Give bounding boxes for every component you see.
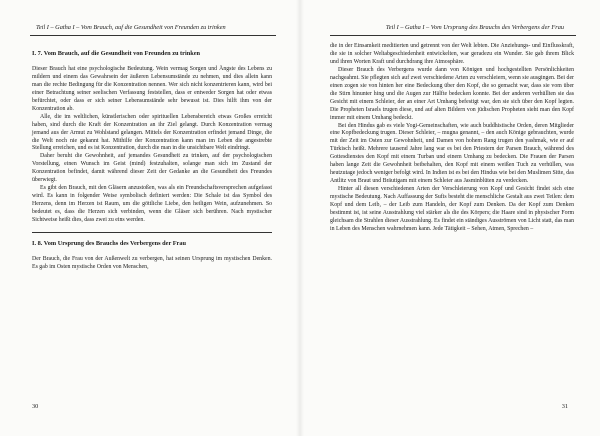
paragraph: Bei den Hindus gab es viele Yogi-Gemeinschaften, wie auch buddhistische Orden, deren Mitglieder eine Kopfbedeckung trugen. Dieser Schleier, – mugna genannt, – den auch Könige gebrauchten, wurde mit der Zeit im Osten zur Gewohnheit, und Damen von hohem Rang trugen den yashmak, wie er auf Türkisch heißt. Mehrere tausend Jahre lang war es bei den Priestern der Parsen Brauch, während des Gottesdienstes den Kopf mit einem Turban und einem Umhang zu bedecken. Die Frauen der Parsen haben lange Zeit die Gewohnheit beibehalten, den Kopf mit einem weißen Tuch zu verhüllen, was heutzutage jedoch weniger befolgt wird. In Indien ist es bei den Hindus wie bei den Muslimen Sitte, das Antlitz von Braut und Bräutigam mit einem Schleier aus Jasminblüten zu verdecken.	[330, 122, 574, 185]
paragraph: Dieser Brauch des Verbergens wurde dann von Königen und hochgestellten Persönlichkeiten nachgeahmt. Sie pflegten sich auf zwei verschiedene Arten zu verschleiern, wenn sie ausgingen. Bei der einen zogen sie von hinten her eine Bedeckung über den Kopf, die so gemacht war, dass sie vom über die Stirn hinunter hing und die Augen zur Hälfte bedecken konnte. Bei der anderen verhüllten sie das Gesicht mit einem Schleier, der an einer Art Umhang befestigt war, den sie sich über den Kopf legten. Die Propheten Israels trugen diese, und auf alten Bildern von jüdischen Propheten sieht man den Kopf immer mit einem Umhang bedeckt.	[330, 66, 574, 121]
page-number-right: 31	[561, 403, 568, 410]
paragraph: Es gibt den Brauch, mit den Gläsern anzustoßen, was als ein Freundschaftsversprechen aufgefasst wird. Es kann in folgender Weise symbolisch definiert werden: Die Schale ist das Symbol des Herzens, denn im Herzen ist Raum, um die göttliche Liebe, den heiligen Wein, aufzunehmen. So bedeutet es, dass die Herzen sich verbinden, wenn die Gläser sich berühren. Nach mystischer Sichtweise heißt dies, dass zwei zu eins werden.	[32, 185, 272, 224]
section-rule	[32, 232, 272, 233]
right-page	[300, 0, 600, 436]
left-page-body	[32, 43, 272, 272]
running-head-right: Teil I – Gatha I – Vom Ursprung des Brauchs des Verbergens der Frau	[385, 24, 564, 31]
running-head-left: Teil I – Gatha I – Vom Brauch, auf die Gesundheit von Freunden zu trinken	[36, 24, 226, 31]
paragraph: Dieser Brauch hat eine psychologische Bedeutung. Wein vermag Sorgen und Ängste des Lebens zu mildern und einem das Gewahrsein der äußeren Lebensumstände zu nehmen, und dies allein kann man die rechte Bedingung für die Konzentration nennen. Wer sich nicht konzentrieren kann, wird bei einer Betrachtung seiner seelischen Verfassung feststellen, dass er entweder Sorgen hat oder etwas befürchtet, oder dass er sich seiner Lebensumstände sehr bewusst ist. Dies hilft ihm von der Konzentration ab.	[32, 65, 272, 112]
paragraph: Der Brauch, die Frau von der Außenwelt zu verbergen, hat seinen Ursprung im mystischen Denken. Es gab im Osten mystische Orden von Menschen,	[32, 255, 272, 270]
book-gutter	[296, 0, 304, 436]
section-heading-i7: I. 7. Vom Brauch, auf die Gesundheit von Freunden zu trinken	[32, 50, 201, 57]
section-heading-i8: I. 8. Vom Ursprung des Brauchs des Verbergens der Frau	[32, 240, 186, 248]
paragraph: die in der Einsamkeit meditierten und getrennt von der Welt lebten. Die Anziehungs- und Einflusskraft, die sie in solcher Weltabgeschiedenheit entwickelten, war geradezu ein Wunder. Sie gab ihrem Blick und ihren Worten Kraft und durchdrang ihre Atmosphäre.	[330, 43, 574, 65]
paragraph: Daher beruht die Gewohnheit, auf jemandes Gesundheit zu trinken, auf der psychologischen Vorstellung, einen Wunsch im Geist (mind) festzuhalten, solange man sich im Zustand der Konzentration befindet, damit während dieser Zeit der Gedanke an die Gesundheit des Freundes überwiegt.	[32, 153, 272, 184]
header-rule-right	[330, 35, 576, 36]
page-number-left: 30	[32, 403, 39, 410]
header-rule-left	[30, 35, 276, 36]
paragraph: Hinter all diesen verschiedenen Arten der Verschleierung von Kopf und Gesicht findet sich eine mystische Bedeutung. Nach Auffassung der Sufis besteht die menschliche Gestalt aus zwei Teilen: dem Kopf und dem Leib, – der Leib zum Handeln, der Kopf zum Denken. Da der Kopf zum Denken bestimmt ist, ist seine Ausstrahlung viel stärker als die des Körpers; die Haare sind in physischer Form gleichsam die Strahlen dieser Ausstrahlung. Es findet ein ständiges Ausströmen von Licht statt, das man in Leben des Menschen wahrnehmen kann. Jede Tätigkeit – Sehen, Atmen, Sprechen –	[330, 186, 574, 232]
paragraph: Alle, die im weltlichen, künstlerischen oder spirituellen Lebensbereich etwas Großes erreicht haben, sind durch die Kraft der Konzentration an ihr Ziel gelangt. Durch Konzentration vermag jemand aus der Armut zu Wohlstand gelangen. Mittels der Konzentration erfindet jemand Dinge, die die Welt noch nie gekannt hat. Mithilfe der Konzentration kann man im Leben die angestrebte Stellung erreichen, und es ist Konzentration, durch die man in die unsichtbare Welt eindringt.	[32, 113, 272, 152]
right-page-body	[330, 43, 574, 234]
